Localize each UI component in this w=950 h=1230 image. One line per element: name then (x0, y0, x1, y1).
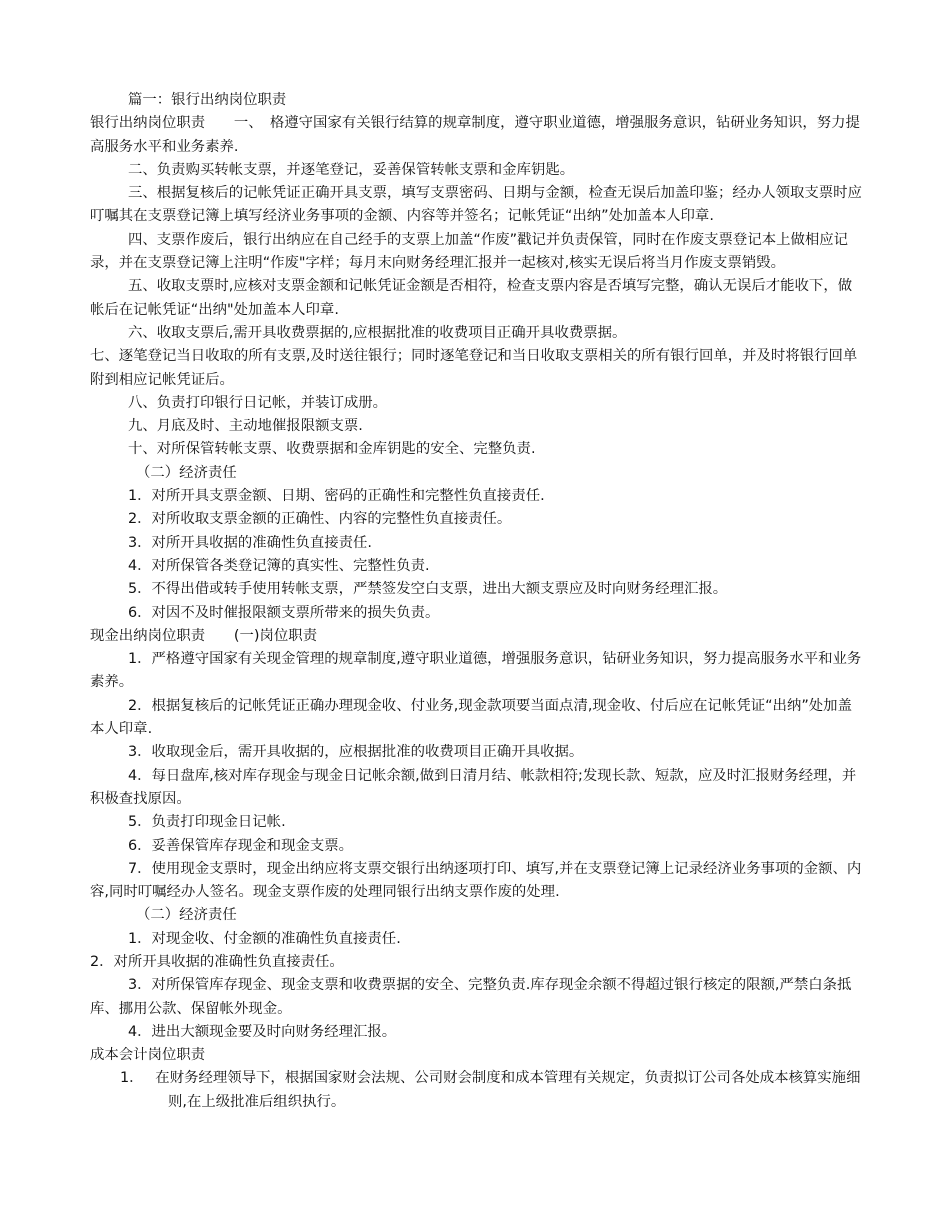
paragraph: 1． 在财务经理领导下，根据国家财会法规、公司财会制度和成本管理有关规定，负责拟订公司各处成本核算实施细则,在上级批准后组织执行。 (120, 1070, 861, 1110)
paragraph: 1．对所开具支票金额、日期、密码的正确性和完整性负直接责任. (128, 488, 545, 505)
paragraph: 九、月底及时、主动地催报限额支票. (128, 418, 363, 435)
paragraph: 六、收取支票后,需开具收费票据的,应根据批准的收费项目正确开具收费票据。 (128, 324, 627, 341)
paragraph: 6．对因不及时催报限额支票所带来的损失负责。 (128, 604, 440, 621)
paragraph: 6．妥善保管库存现金和现金支票。 (128, 837, 354, 854)
paragraph: 五、收取支票时,应核对支票金额和记帐凭证金额是否相符，检查支票内容是否填写完整，确认无误后才能收下，做帐后在记帐凭证“出纳"处加盖本人印章. (90, 278, 853, 318)
document-title: 篇一：银行出纳岗位职责 (128, 92, 287, 108)
paragraph: 2．根据复核后的记帐凭证正确办理现金收、付业务,现金款项要当面点清,现金收、付后应在记帐凭证“出纳”处加盖本人印章. (90, 697, 852, 738)
paragraph: 四、支票作废后，银行出纳应在自己经手的支票上加盖“作废”戳记并负责保管，同时在作废支票登记本上做相应记录，并在支票登记簿上注明“作废"字样；每月末向财务经理汇报并一起核对,核实无误后将当月作废支票销毁。 (90, 231, 849, 272)
paragraph: 5．负责打印现金日记帐. (128, 814, 286, 831)
paragraph: 4．进出大额现金要及时向财务经理汇报。 (128, 1023, 397, 1040)
paragraph: 3．收取现金后，需开具收据的，应根据批准的收费项目正确开具收据。 (128, 744, 584, 761)
document-body (0, 112, 950, 1114)
paragraph: （二）经济责任 (136, 907, 237, 924)
paragraph: 2．对所收取支票金额的正确性、内容的完整性负直接责任。 (128, 511, 512, 528)
paragraph: 3．对所开具收据的准确性负直接责任. (128, 534, 372, 551)
paragraph: 现金出纳岗位职责 (一)岗位职责 (90, 627, 318, 644)
paragraph: 7．使用现金支票时，现金出纳应将支票交银行出纳逐项打印、填写,并在支票登记簿上记录经济业务事项的金额、内容,同时叮嘱经办人签名。现金支票作废的处理同银行出纳支票作废的处理. (90, 860, 862, 901)
paragraph: 3．对所保管库存现金、现金支票和收费票据的安全、完整负责.库存现金余额不得超过银行核定的限额,严禁白条抵库、挪用公款、保留帐外现金。 (90, 977, 852, 1017)
paragraph: 二、负责购买转帐支票，并逐笔登记，妥善保管转帐支票和金库钥匙。 (128, 161, 575, 178)
paragraph: 1．对现金收、付金额的准确性负直接责任. (128, 930, 401, 947)
paragraph: 2．对所开具收据的准确性负直接责任。 (90, 953, 344, 970)
paragraph: 十、对所保管转帐支票、收费票据和金库钥匙的安全、完整负责. (128, 441, 536, 458)
paragraph: 七、逐笔登记当日收取的所有支票,及时送往银行；同时逐笔登记和当日收取支票相关的所有银行回单，并及时将银行回单附到相应记帐凭证后。 (90, 348, 858, 388)
paragraph: 三、根据复核后的记帐凭证正确开具支票，填写支票密码、日期与金额，检查无误后加盖印鉴；经办人领取支票时应叮嘱其在支票登记簿上填写经济业务事项的金额、内容等并签名；记帐凭证“出纳”处加盖本人印章. (90, 185, 862, 225)
paragraph: （二）经济责任 (136, 464, 237, 481)
paragraph: 成本会计岗位职责 (90, 1047, 206, 1064)
paragraph: 5．不得出借或转手使用转帐支票，严禁签发空白支票，进出大额支票应及时向财务经理汇报。 (128, 581, 728, 598)
paragraph: 八、负责打印银行日记帐，并装订成册。 (128, 394, 388, 411)
paragraph: 银行出纳岗位职责 一、 格遵守国家有关银行结算的规章制度，遵守职业道德，增强服务意识，钻研业务知识，努力提高服务水平和业务素养. (90, 115, 860, 155)
paragraph: 1．严格遵守国家有关现金管理的规章制度,遵守职业道德，增强服务意识，钻研业务知识，努力提高服务水平和业务素养。 (90, 651, 862, 691)
paragraph: 4．对所保管各类登记簿的真实性、完整性负责. (128, 557, 430, 574)
paragraph: 4．每日盘库,核对库存现金与现金日记帐余额,做到日清月结、帐款相符;发现长款、短款，应及时汇报财务经理，并积极查找原因。 (90, 767, 857, 807)
